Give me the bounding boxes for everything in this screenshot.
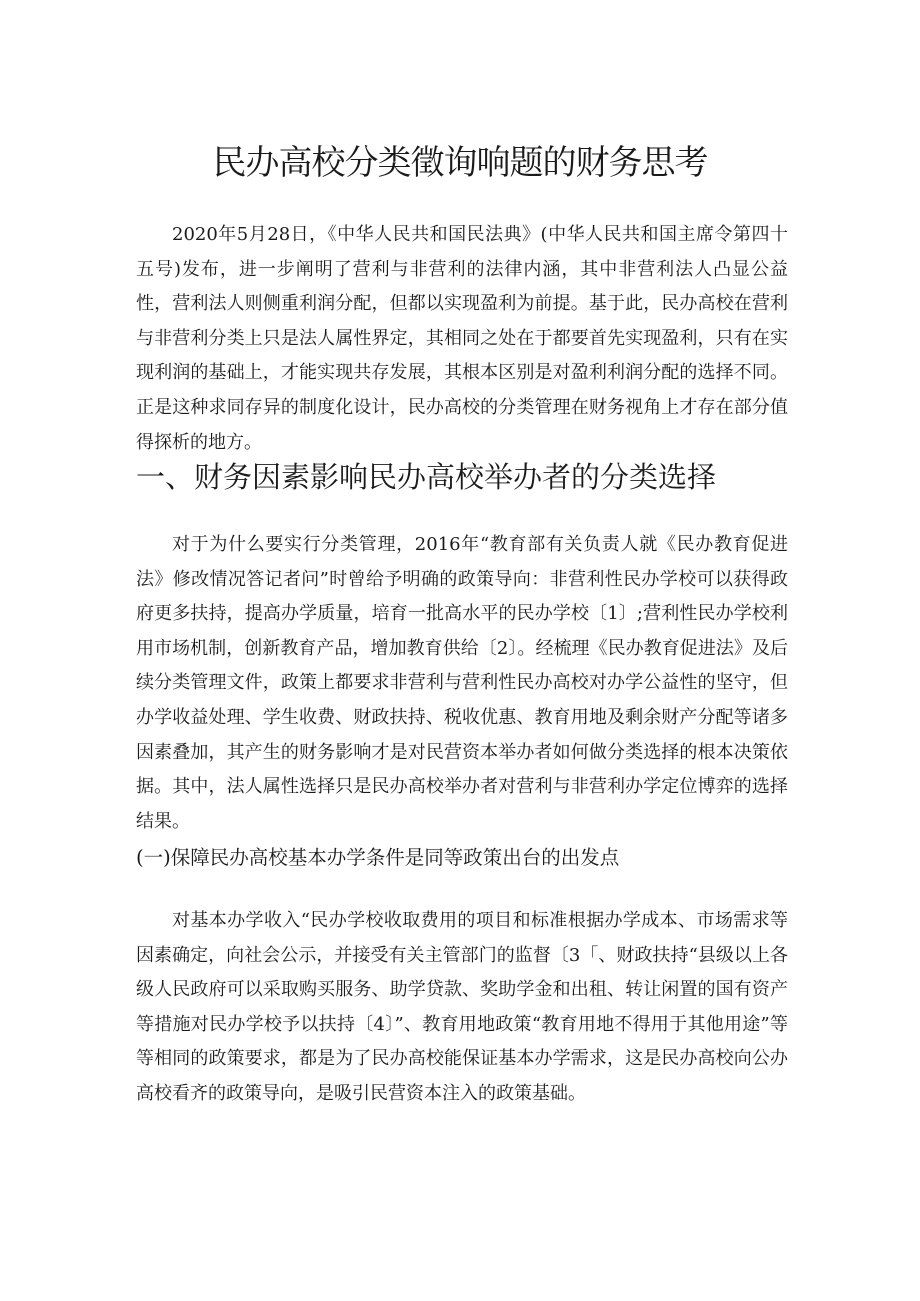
subsection-heading-1: (一)保障民办高校基本办学条件是同等政策出台的出发点 [136,846,620,869]
subsection-1-paragraph: 对基本办学收入“民办学校收取费用的项目和标准根据办学成本、市场需求等因素确定，向社会公示，并接受有关主管部门的监督〔3「、财政扶持“县级以上各级人民政府可以采取购买服务、助学贷款、奖助学金和出租、转让闲置的国有资产等措施对民办学校予以扶持〔4〕”、教育用地政策“教育用地不得用于其他用途”等等相同的政策要求，都是为了民办高校能保证基本办学需求，这是民办高校向公办高校看齐的政策导向，是吸引民营资本注入的政策基础。 [136,910,788,1104]
document-title: 民办高校分类徵询响题的财务思考 [212,143,708,183]
intro-paragraph: 2020年5月28日，《中华人民共和国民法典》(中华人民共和国主席令第四十五号)发布，进一步阐明了营利与非营利的法律内涵，其中非营利法人凸显公益性，营利法人则侧重利润分配，但都以实现盈利为前提。基于此，民办高校在营利与非营利分类上只是法人属性界定，其相同之处在于都要首先实现盈利，只有在实现利润的基础上，才能实现共存发展，其根本区别是对盈利利润分配的选择不同。正是这种求同存异的制度化设计，民办高校的分类管理在财务视角上才存在部分值得探析的地方。 [136,224,788,453]
section-heading-1: 一、财务因素影响民办高校举办者的分类选择 [136,460,717,494]
section-1-paragraph: 对于为什么要实行分类管理，2016年“教育部有关负责人就《民办教育促进法》修改情况答记者问”时曾给予明确的政策导向：非营利性民办学校可以获得政府更多扶持，提高办学质量，培育一批高水平的民办学校〔1〕;营利性民办学校利用市场机制，创新教育产品，增加教育供给〔2〕。经梳理《民办教育促进法》及后续分类管理文件，政策上都要求非营利与营利性民办高校对办学公益性的坚守，但办学收益处理、学生收费、财政扶持、税收优惠、教育用地及剩余财产分配等诸多因素叠加，其产生的财务影响才是对民营资本举办者如何做分类选择的根本决策依据。其中，法人属性选择只是民办高校举办者对营利与非营利办学定位博弈的选择结果。 [136,534,788,832]
